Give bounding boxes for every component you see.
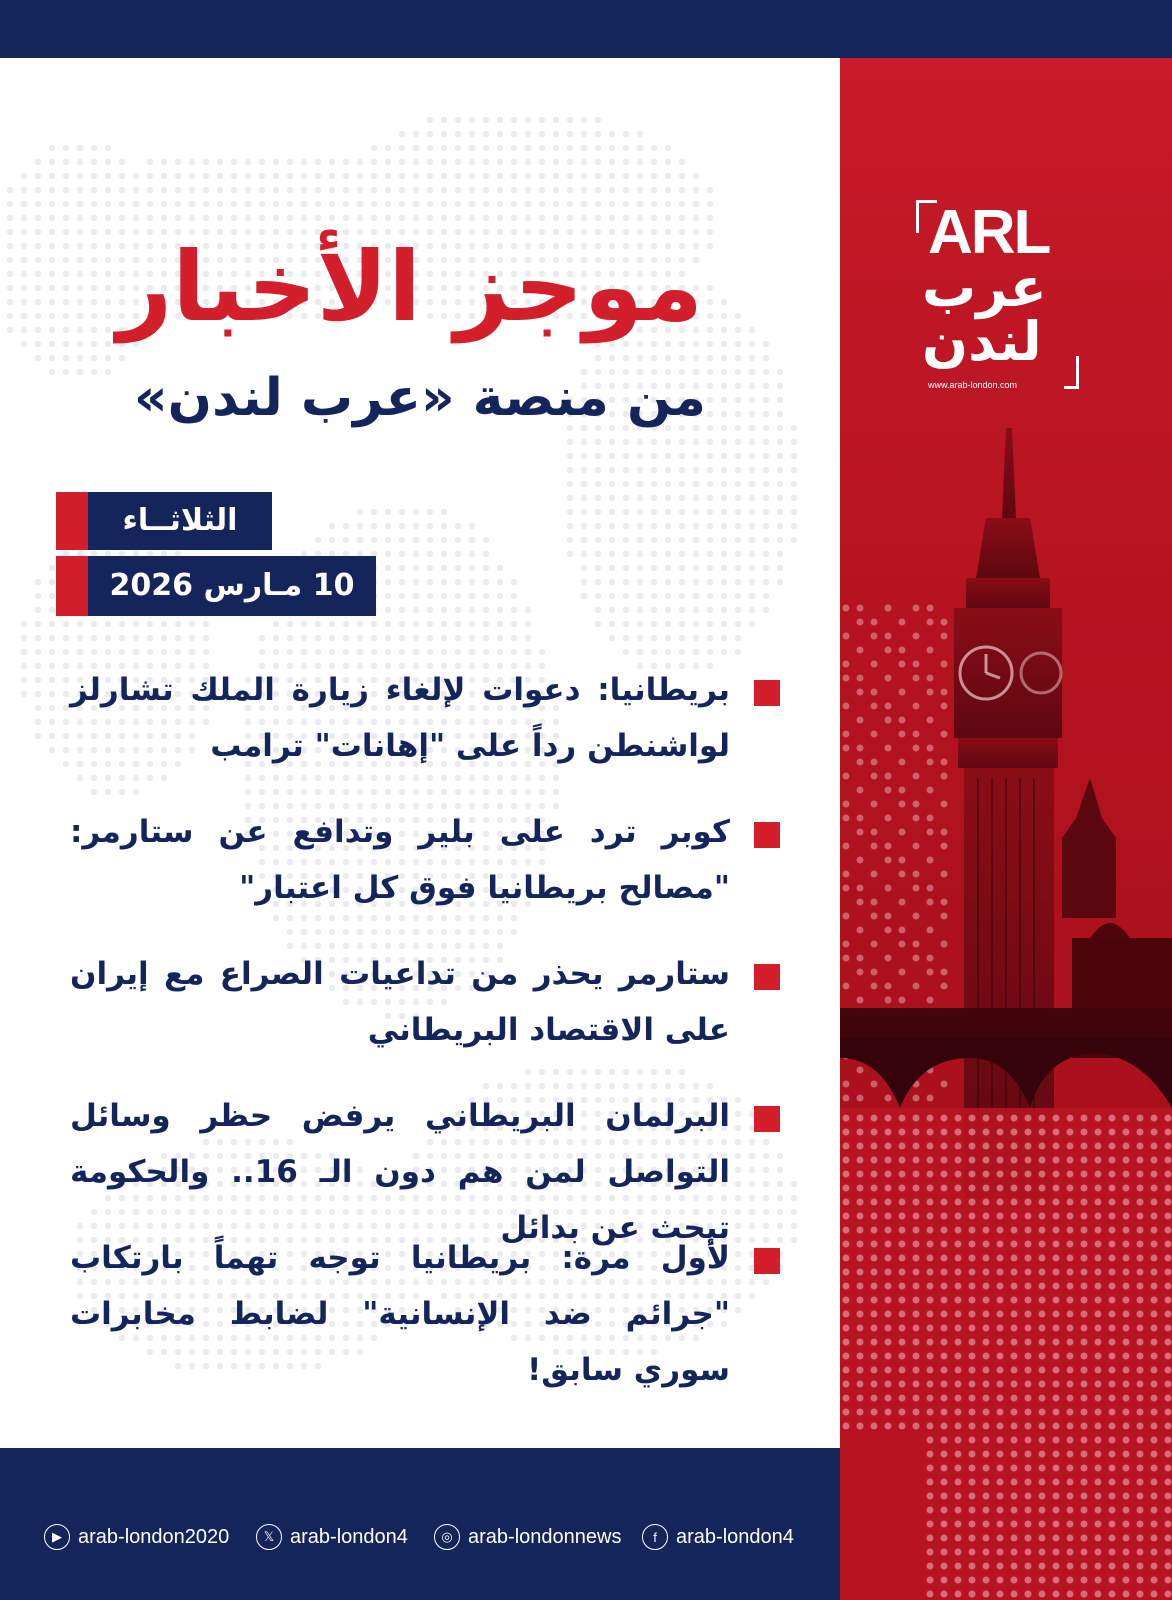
logo-arabic-line1: عرب [922, 256, 1047, 319]
social-handle: arab-londonnews [468, 1525, 622, 1548]
date-label: 10 مـارس 2026 [109, 568, 355, 603]
social-handle: arab-london4 [676, 1525, 794, 1548]
news-item [70, 1230, 786, 1388]
youtube-icon: ▶ [44, 1524, 70, 1550]
news-headline: لأول مرة: بريطانيا توجه تهماً بارتكاب "جرائم ضد الإنسانية" لضابط مخابرات سوري سابق! [70, 1240, 730, 1388]
bullet-square-icon [754, 680, 780, 706]
news-headline: البرلمان البريطاني يرفض حظر وسائل التواصل لمن هم دون الـ 16.. والحكومة تبحث عن بدائل [70, 1098, 730, 1246]
instagram-icon: ◎ [434, 1524, 460, 1550]
date-badge [56, 556, 376, 616]
day-badge [56, 492, 272, 550]
logo-corner-bottom-right [1064, 356, 1079, 389]
date-badge-accent [56, 556, 88, 616]
logo-latin-text: ARL [928, 198, 1050, 267]
social-facebook[interactable] [642, 1520, 794, 1554]
x-icon: 𝕏 [256, 1524, 282, 1550]
news-headline: بريطانيا: دعوات لإلغاء زيارة الملك تشارلز لواشنطن رداً على "إهانات" ترامب [70, 672, 730, 764]
social-instagram[interactable] [434, 1520, 621, 1554]
social-x[interactable] [256, 1520, 408, 1554]
arab-london-logo [912, 196, 1072, 396]
news-item [70, 804, 786, 946]
news-item [70, 1088, 786, 1246]
day-badge-accent [56, 492, 88, 550]
bullet-square-icon [754, 964, 780, 990]
page-subtitle: من منصة «عرب لندن» [134, 368, 706, 428]
page-title: موجز الأخبار [116, 231, 704, 343]
logo-arabic-line2: لندن [922, 310, 1042, 373]
bullet-square-icon [754, 1248, 780, 1274]
news-list [70, 662, 786, 1388]
social-handle: arab-london2020 [78, 1525, 230, 1548]
news-headline: ستارمر يحذر من تداعيات الصراع مع إيران على الاقتصاد البريطاني [70, 956, 730, 1048]
day-label: الثلاثــاء [122, 503, 238, 538]
bullet-square-icon [754, 822, 780, 848]
social-handle: arab-london4 [290, 1525, 408, 1548]
logo-url: www.arab-london.com [928, 380, 1018, 390]
news-item [70, 946, 786, 1088]
top-bar [0, 0, 1172, 58]
social-youtube[interactable] [44, 1520, 229, 1554]
bullet-square-icon [754, 1106, 780, 1132]
facebook-icon: f [642, 1524, 668, 1550]
news-headline: كوبر ترد على بلير وتدافع عن ستارمر: "مصالح بريطانيا فوق كل اعتبار" [70, 814, 730, 906]
news-item [70, 662, 786, 804]
